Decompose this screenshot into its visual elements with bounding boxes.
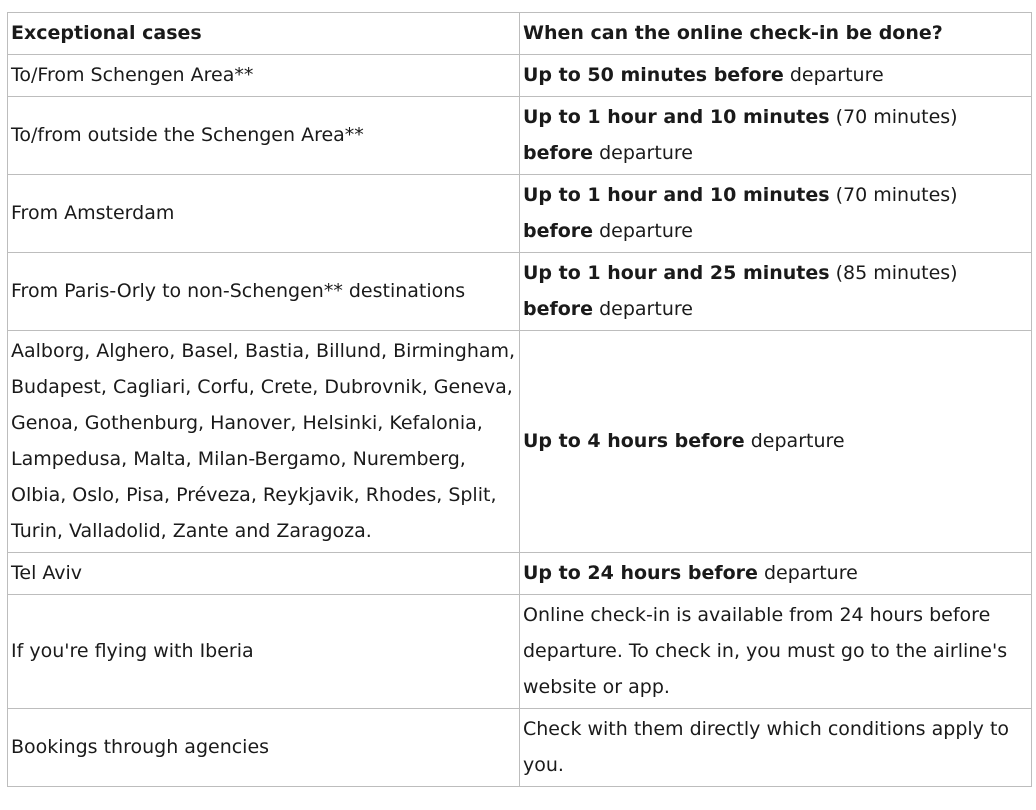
when-mid: (85 minutes) — [829, 262, 958, 284]
header-when-checkin: When can the online check-in be done? — [520, 13, 1032, 55]
case-cell: Bookings through agencies — [8, 709, 520, 787]
when-bold: Up to 4 hours before — [523, 430, 745, 452]
case-cell: If you're flying with Iberia — [8, 595, 520, 709]
when-mid: (70 minutes) — [829, 184, 958, 206]
when-bold: Up to 50 minutes before — [523, 64, 784, 86]
case-cell: To/from outside the Schengen Area** — [8, 97, 520, 175]
exceptional-cases-table — [7, 12, 1032, 787]
when-cell: Online check-in is available from 24 hours before departure. To check in, you must go to the airline's website or app. — [520, 595, 1032, 709]
when-bold: Up to 1 hour and 10 minutes — [523, 184, 830, 206]
table-row — [8, 175, 1032, 253]
when-rest: departure — [783, 64, 884, 86]
when-rest: departure — [744, 430, 845, 452]
table-row — [8, 331, 1032, 553]
when-mid: (70 minutes) — [829, 106, 958, 128]
table-row — [8, 553, 1032, 595]
checkin-table-container — [7, 12, 1032, 787]
case-cell: Aalborg, Alghero, Basel, Bastia, Billund, Birmingham, Budapest, Cagliari, Corfu, Crete, Dubrovnik, Geneva, Genoa, Gothenburg, Hanover, Helsinki, Kefalonia, Lampedusa, Malta, Milan-Bergamo, Nuremberg, Olbia, Oslo, Pisa, Préveza, Reykjavik, Rhodes, Split, Turin, Valladolid, Zante and Zaragoza. — [8, 331, 520, 553]
when-cell — [520, 55, 1032, 97]
table-row — [8, 97, 1032, 175]
when-bold-2: before — [523, 298, 594, 320]
table-row — [8, 253, 1032, 331]
table-row — [8, 595, 1032, 709]
when-bold: Up to 1 hour and 10 minutes — [523, 106, 830, 128]
when-cell: Check with them directly which conditions apply to you. — [520, 709, 1032, 787]
when-bold-2: before — [523, 142, 594, 164]
table-row — [8, 55, 1032, 97]
when-rest: departure — [593, 298, 693, 320]
when-cell — [520, 253, 1032, 331]
when-bold-2: before — [523, 220, 594, 242]
when-cell — [520, 97, 1032, 175]
case-cell: From Amsterdam — [8, 175, 520, 253]
when-cell — [520, 175, 1032, 253]
case-cell: From Paris-Orly to non-Schengen** destinations — [8, 253, 520, 331]
table-row — [8, 709, 1032, 787]
case-cell: Tel Aviv — [8, 553, 520, 595]
when-cell — [520, 553, 1032, 595]
when-rest: departure — [593, 220, 693, 242]
case-cell: To/From Schengen Area** — [8, 55, 520, 97]
when-cell — [520, 331, 1032, 553]
header-exceptional-cases: Exceptional cases — [8, 13, 520, 55]
table-header-row — [8, 13, 1032, 55]
when-rest: departure — [593, 142, 693, 164]
when-rest: departure — [757, 562, 858, 584]
when-bold: Up to 1 hour and 25 minutes — [523, 262, 830, 284]
when-bold: Up to 24 hours before — [523, 562, 758, 584]
